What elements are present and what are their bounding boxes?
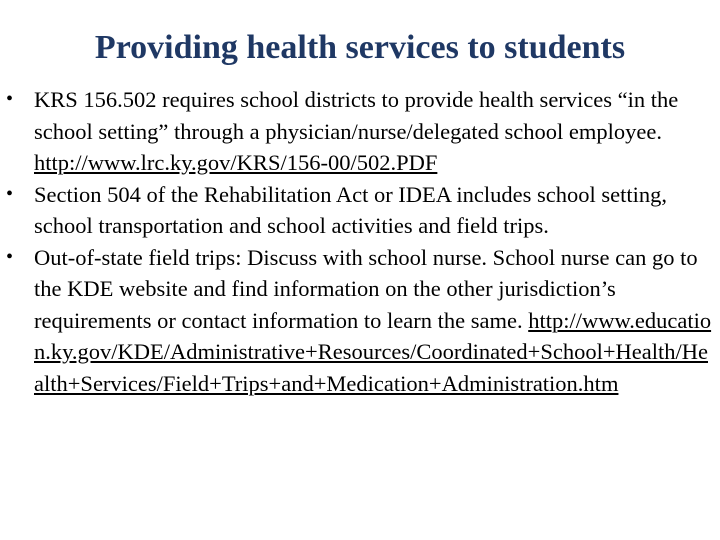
bullet-item-section-504: [0, 179, 720, 242]
bullet-icon: •: [6, 182, 14, 205]
bullet-icon: •: [6, 88, 14, 110]
kde-field-trips-link[interactable]: http://www.education.ky.gov/KDE/Administrative+Resources/Coordinated+School+Health/Health+Services/Field+Trips+and+Medication+Administration.htm: [34, 307, 712, 396]
bullet-icon: •: [6, 245, 14, 268]
bullet-item-krs: [0, 84, 720, 179]
bullet-text: Section 504 of the Rehabilitation Act or IDEA includes school setting, school transportation and school activities and field trips.: [34, 181, 668, 238]
krs-link[interactable]: http://www.lrc.ky.gov/KRS/156-00/502.PDF: [34, 150, 438, 175]
bullet-text: KRS 156.502 requires school districts to provide health services “in the school setting” through a physician/nurse/delegated school employee.: [34, 87, 679, 144]
slide-title: Providing health services to students: [94, 29, 626, 66]
bullet-text: Out-of-state field trips: Discuss with school nurse. School nurse can go to the KDE website and find information on the other jurisdiction’s requirements or contact information to learn the same.: [34, 244, 698, 333]
bullet-item-out-of-state: [0, 242, 720, 400]
bullet-list: [0, 84, 720, 399]
